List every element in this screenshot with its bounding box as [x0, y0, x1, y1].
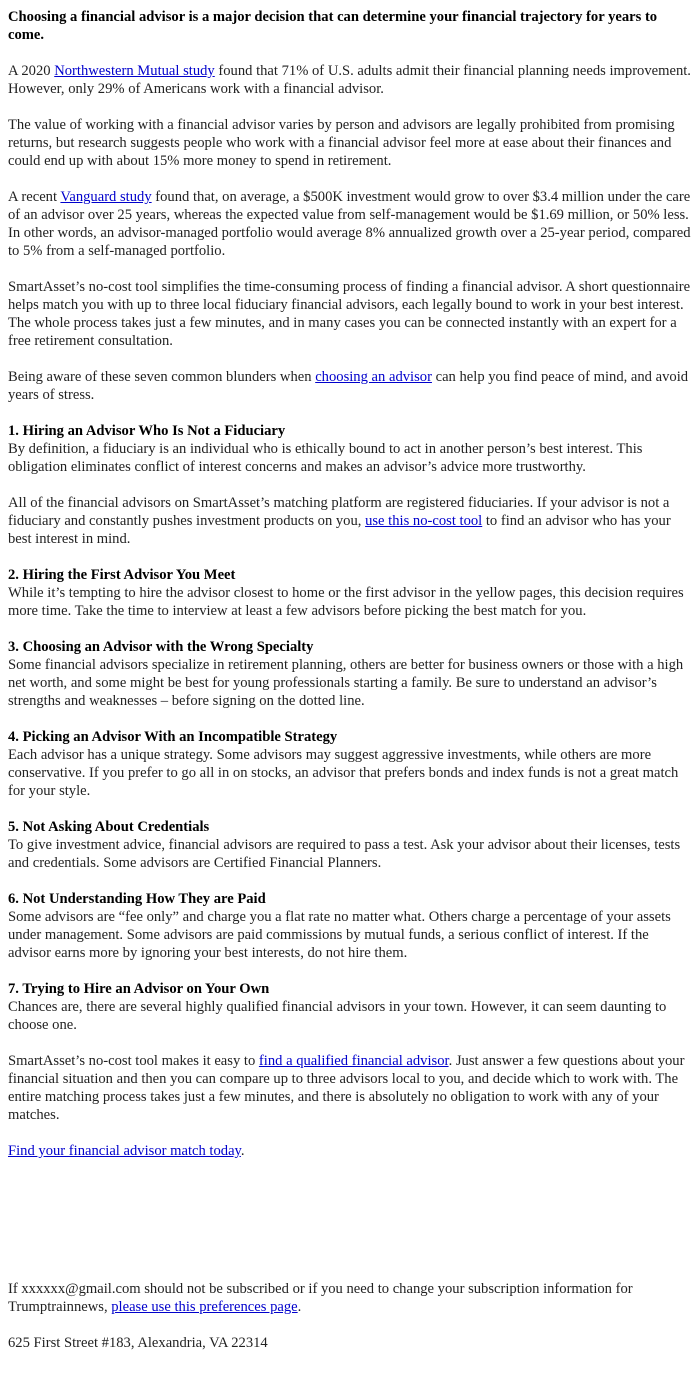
section-3-body: Some financial advisors specialize in retirement planning, others are better for business owners or those with a high net worth, and some might be best for young professionals starting a family. Be sure to understand an advisor’s strengths and weaknesses – before signing on the dotted line. — [8, 657, 684, 709]
section-6 — [8, 890, 694, 962]
section-5-heading: 5. Not Asking About Credentials — [8, 819, 210, 835]
section-4-heading: 4. Picking an Advisor With an Incompatible Strategy — [8, 729, 338, 745]
mailing-address: 625 First Street #183, Alexandria, VA 22314 — [8, 1335, 268, 1351]
fiduciary-platform-paragraph: All of the financial advisors on SmartAsset’s matching platform are registered fiduciaries. If your advisor is not a fiduciary and constantly pushes investment products on you, use this no-cost tool to find an advisor who has your best interest in mind. — [8, 495, 671, 547]
choosing-an-advisor-link[interactable]: choosing an advisor — [315, 369, 432, 385]
section-4 — [8, 728, 694, 800]
section-1 — [8, 422, 694, 476]
section-6-heading: 6. Not Understanding How They are Paid — [8, 891, 266, 907]
headline: Choosing a financial advisor is a major decision that can determine your financial trajectory for years to come. — [8, 9, 658, 43]
footer-subscription-paragraph: If xxxxxx@gmail.com should not be subscribed or if you need to change your subscription information for Trumptrainnews, please use this preferences page. — [8, 1281, 633, 1315]
section-4-body: Each advisor has a unique strategy. Some advisors may suggest aggressive investments, while others are more conservative. If you prefer to go all in on stocks, an advisor that prefers bonds and index funds is not a great match for your style. — [8, 747, 679, 799]
section-3 — [8, 638, 694, 710]
section-2-heading: 2. Hiring the First Advisor You Meet — [8, 567, 236, 583]
section-3-heading: 3. Choosing an Advisor with the Wrong Specialty — [8, 639, 314, 655]
vanguard-study-link[interactable]: Vanguard study — [60, 189, 152, 205]
closing-paragraph: SmartAsset’s no-cost tool makes it easy to find a qualified financial advisor. Just answer a few questions about your financial situation and then you can compare up to three advisors local to you, and decide which to work with. The entire matching process takes just a few minutes, and there is absolutely no obligation to work with any of your matches. — [8, 1053, 685, 1123]
blunders-intro-paragraph: Being aware of these seven common blunders when choosing an advisor can help you find peace of mind, and avoid years of stress. — [8, 369, 689, 403]
section-7-body: Chances are, there are several highly qualified financial advisors in your town. However, it can seem daunting to choose one. — [8, 999, 667, 1033]
preferences-page-link[interactable]: please use this preferences page — [111, 1299, 298, 1315]
value-paragraph: The value of working with a financial advisor varies by person and advisors are legally prohibited from promising returns, but research suggests people who work with a financial advisor feel more at ease about their finances and could end up with about 15% more money to spend in retirement. — [8, 117, 675, 169]
section-1-body: By definition, a fiduciary is an individual who is ethically bound to act in another person’s best interest. This obligation eliminates conflict of interest concerns and makes an advisor’s advice more trustworthy. — [8, 441, 643, 475]
northwestern-mutual-study-link[interactable]: Northwestern Mutual study — [54, 63, 215, 79]
section-5-body: To give investment advice, financial advisors are required to pass a test. Ask your advisor about their licenses, tests and credentials. Some advisors are Certified Financial Planners. — [8, 837, 681, 871]
find-advisor-match-link[interactable]: Find your financial advisor match today — [8, 1143, 241, 1159]
cta-paragraph: Find your financial advisor match today. — [8, 1143, 245, 1159]
section-1-heading: 1. Hiring an Advisor Who Is Not a Fiduciary — [8, 423, 286, 439]
section-7 — [8, 980, 694, 1034]
intro-paragraph: A 2020 Northwestern Mutual study found that 71% of U.S. adults admit their financial planning needs improvement. However, only 29% of Americans work with a financial advisor. — [8, 63, 691, 97]
section-5 — [8, 818, 694, 872]
vanguard-paragraph: A recent Vanguard study found that, on average, a $500K investment would grow to over $3.4 million under the care of an advisor over 25 years, whereas the expected value from self-management would be $1.69 million, or 50% less. In other words, an advisor-managed portfolio would average 8% annualized growth over a 25-year period, compared to 5% from a self-managed portfolio. — [8, 189, 691, 259]
spacer — [8, 1178, 694, 1280]
no-cost-tool-link[interactable]: use this no-cost tool — [365, 513, 483, 529]
section-7-heading: 7. Trying to Hire an Advisor on Your Own — [8, 981, 270, 997]
find-qualified-advisor-link[interactable]: find a qualified financial advisor — [258, 1053, 449, 1069]
smartasset-tool-paragraph: SmartAsset’s no-cost tool simplifies the time-consuming process of finding a financial advisor. A short questionnaire helps match you with up to three local fiduciary financial advisors, each legally bound to work in your best interest. The whole process takes just a few minutes, and in many cases you can be connected instantly with an expert for a free retirement consultation. — [8, 279, 691, 349]
section-2 — [8, 566, 694, 620]
section-2-body: While it’s tempting to hire the advisor closest to home or the first advisor in the yellow pages, this decision requires more time. Take the time to interview at least a few advisors before picking the best match for you. — [8, 585, 684, 619]
section-6-body: Some advisors are “fee only” and charge you a flat rate no matter what. Others charge a percentage of your assets under management. Some advisors are paid commissions by mutual funds, a serious conflict of interest. If the advisor earns more by ignoring your best interests, do not hire them. — [8, 909, 671, 961]
